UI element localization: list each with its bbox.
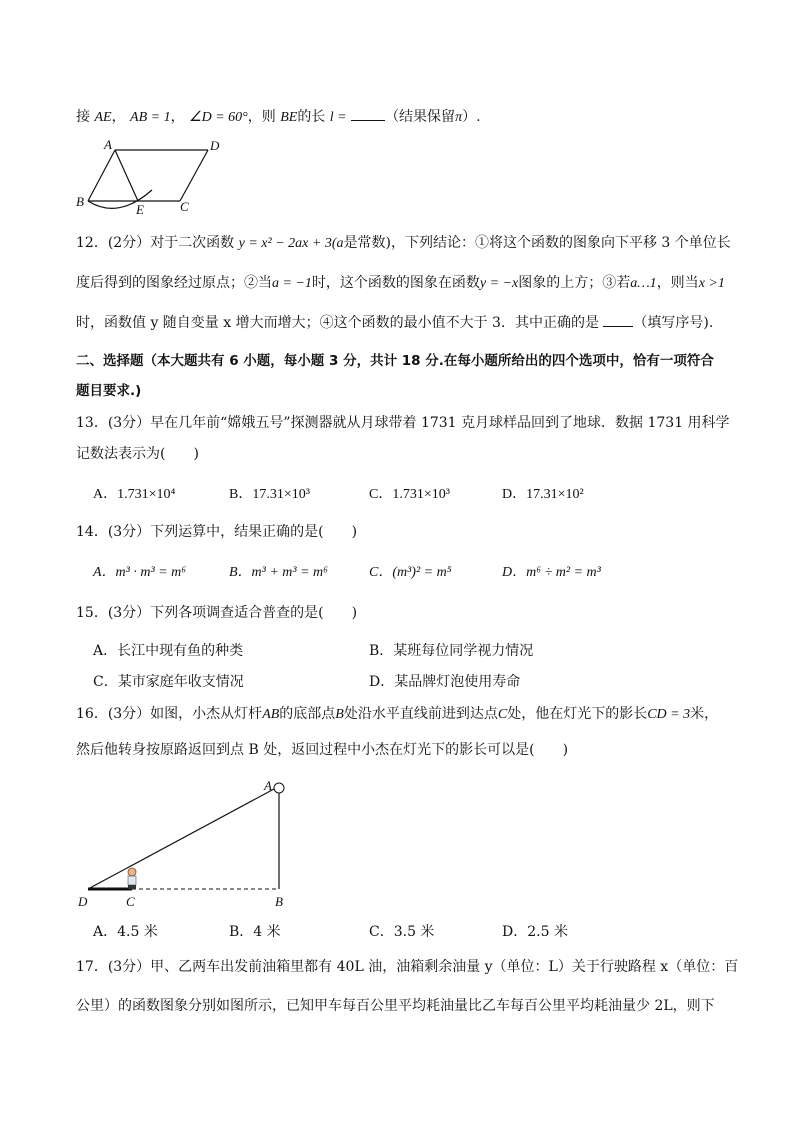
q13-stem: 13．(3分）早在几年前“嫦娥五号”探测器就从月球带着 1731 克月球样品回到了地球．数据 1731 用科学 — [76, 415, 730, 431]
fig2-label-a: A — [264, 778, 272, 793]
q15-option-d[interactable]: D．某品牌灯泡使用寿命 — [369, 674, 521, 690]
q15-option-a[interactable]: A．长江中现有鱼的种类 — [93, 643, 244, 659]
q12-line1: 12．(2分）对于二次函数 y = x² − 2ax + 3(a是常数)，下列结论：①将这个函数的图象向下平移 3 个单位长 — [76, 235, 731, 251]
fig2-label-d: D — [78, 894, 88, 909]
q15-option-c[interactable]: C．某市家庭年收支情况 — [93, 674, 244, 690]
q17-stem-cont: 公里）的函数图象分别如图所示，已知甲车每百公里平均耗油量比乙车每百公里平均耗油量少 2L，则下 — [76, 998, 715, 1014]
lamp-icon — [274, 783, 284, 793]
label-c: C — [180, 199, 189, 214]
q14-stem: 14．(3分）下列运算中，结果正确的是( ) — [76, 524, 358, 540]
section-heading: 二、选择题（本大题共有 6 小题，每小题 3 分，共计 18 分.在每小题所给出的四个选项中，恰有一项符合 — [76, 353, 714, 369]
q16-option-d[interactable]: D．2.5 米 — [502, 924, 568, 940]
q16-stem-cont: 然后他转身按原路返回到点 B 处，返回过程中小杰在灯光下的影长可以是( ) — [76, 742, 569, 758]
seg-ae — [115, 150, 138, 201]
q14-option-c[interactable]: C．(m³)² = m⁵ — [369, 565, 452, 580]
light-ray — [88, 789, 274, 889]
label-d: D — [210, 138, 220, 153]
q14-option-a[interactable]: A．m³ · m³ = m⁶ — [93, 565, 187, 580]
q12-line2: 度后得到的图象经过原点；②当a = −1时，这个函数的图象在函数y = −x图象的上方；③若a…1，则当x >1 — [76, 275, 725, 291]
q17-stem: 17．(3分）甲、乙两车出发前油箱里都有 40L 油，油箱剩余油量 y（单位：L）关于行驶路程 x（单位：百 — [76, 959, 739, 975]
q13-option-a[interactable]: A．1.731×10⁴ — [93, 487, 176, 502]
q16-option-b[interactable]: B．4 米 — [229, 924, 281, 940]
label-b: B — [76, 194, 84, 209]
label-a: A — [104, 137, 112, 152]
lamp-post-figure — [70, 772, 310, 912]
q16-option-a[interactable]: A．4.5 米 — [93, 924, 158, 940]
q15-stem: 15．(3分）下列各项调查适合普查的是( ) — [76, 605, 358, 621]
seg-ab — [88, 150, 115, 201]
q13-option-c[interactable]: C．1.731×10³ — [369, 487, 450, 502]
q15-option-b[interactable]: B．某班每位同学视力情况 — [369, 643, 534, 659]
q11-tail: 接 AE， AB = 1， ∠D = 60°，则 BE的长 l = （结果保留π）. — [76, 106, 481, 128]
seg-dc — [180, 150, 208, 201]
q13-stem-cont: 记数法表示为( ) — [76, 446, 199, 462]
parallelogram-figure — [70, 134, 230, 224]
q16-option-c[interactable]: C．3.5 米 — [369, 924, 435, 940]
q16-stem: 16．(3分）如图，小杰从灯杆AB的底部点B处沿水平直线前进到达点C处，他在灯光下的影长CD = 3米， — [76, 706, 719, 722]
answer-blank-12[interactable] — [603, 312, 633, 327]
fig2-label-c: C — [126, 894, 135, 909]
answer-blank-11[interactable] — [351, 106, 385, 121]
q14-option-b[interactable]: B．m³ + m³ = m⁶ — [229, 565, 329, 580]
arc-be: BE — [280, 110, 298, 125]
q13-option-b[interactable]: B．17.31×10³ — [229, 487, 310, 502]
q12-line3: 时，函数值 y 随自变量 x 增大而增大；④这个函数的最小值不大于 3．其中正确的是 （填写序号). — [76, 312, 713, 333]
section-heading-cont: 题目要求.) — [76, 383, 142, 399]
label-e: E — [136, 202, 144, 217]
q13-option-d[interactable]: D．17.31×10² — [502, 487, 584, 502]
q14-option-d[interactable]: D．m⁶ ÷ m² = m³ — [502, 565, 601, 580]
fig2-label-b: B — [275, 894, 283, 909]
person-icon — [128, 868, 136, 889]
